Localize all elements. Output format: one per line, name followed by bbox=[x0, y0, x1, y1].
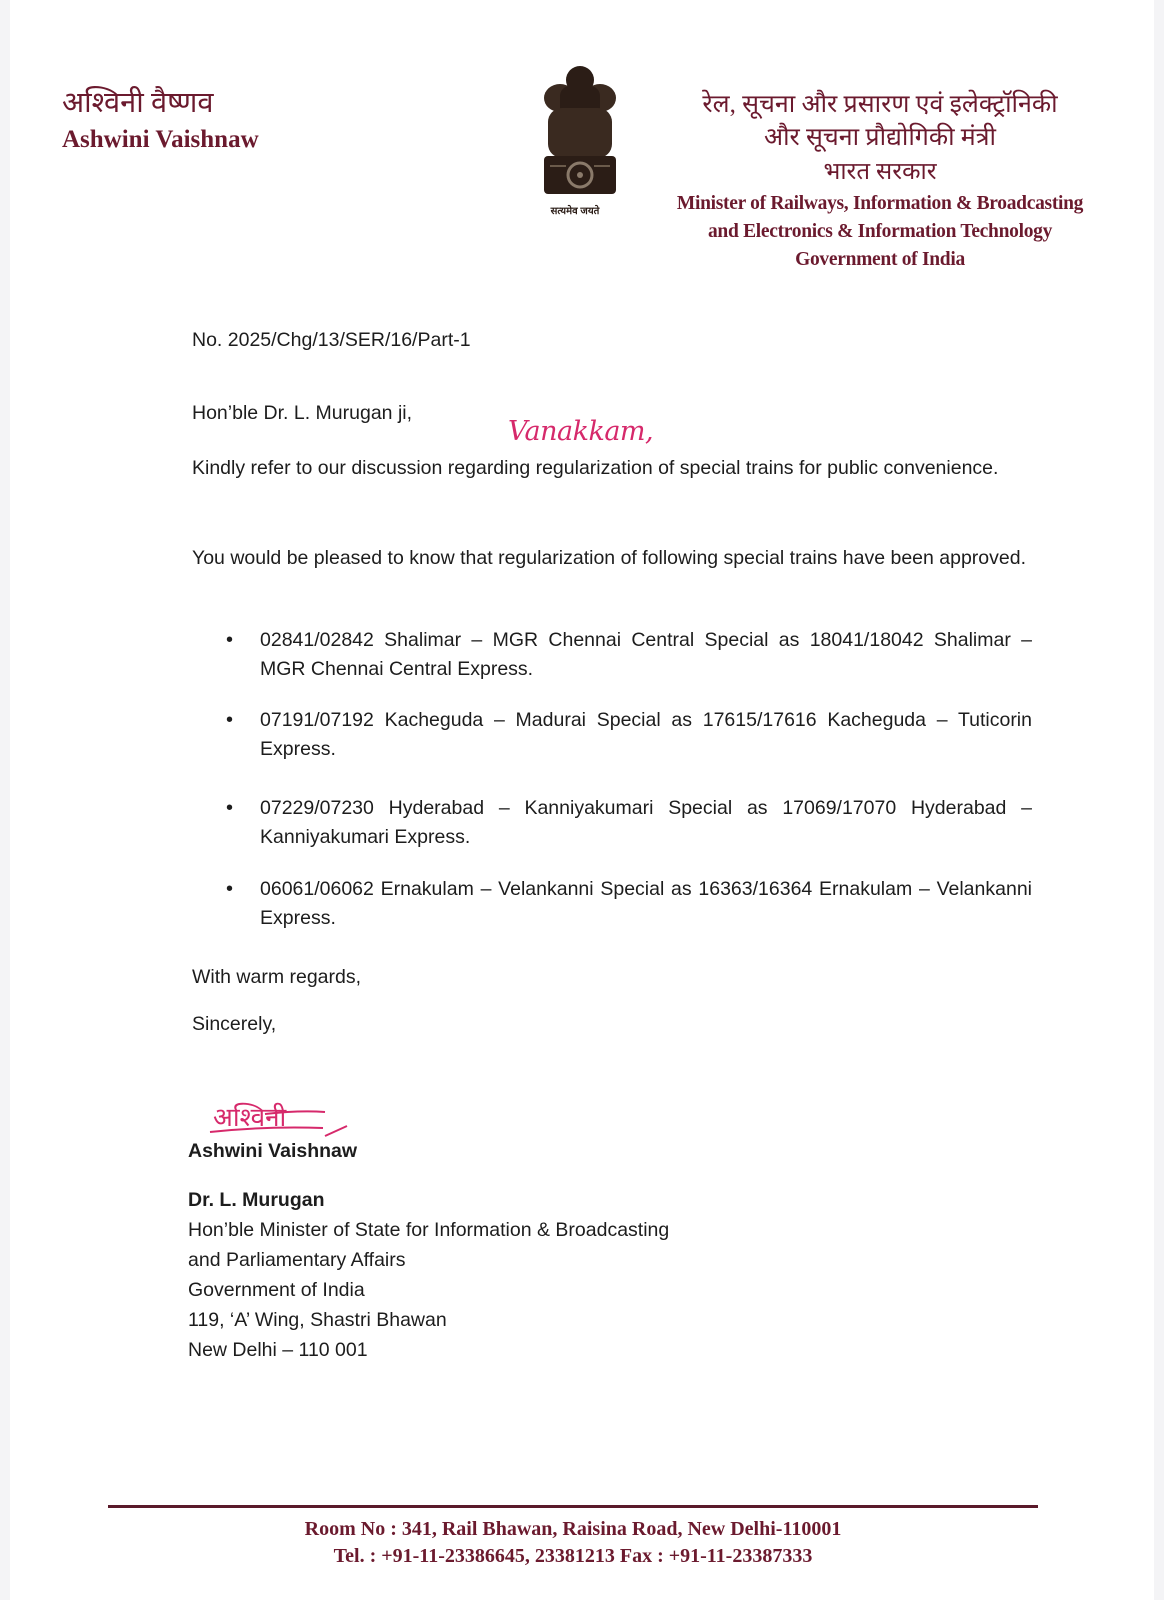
bullet-icon: • bbox=[226, 797, 234, 819]
reference-number: No. 2025/Chg/13/SER/16/Part-1 bbox=[192, 329, 471, 351]
letter-page bbox=[10, 0, 1154, 1600]
recipient-line: Hon’ble Minister of State for Information & Broadcasting bbox=[188, 1219, 670, 1241]
government-english: Government of India bbox=[795, 249, 965, 270]
bullet-icon: • bbox=[226, 629, 234, 651]
recipient-address bbox=[188, 1185, 669, 1365]
recipient-line: New Delhi – 110 001 bbox=[188, 1339, 368, 1361]
paragraph-discussion: Kindly refer to our discussion regarding regularization of special trains for public convenience. bbox=[192, 457, 999, 479]
emblem-motto: सत्यमेव जयते bbox=[550, 206, 600, 217]
title-hindi-line2: और सूचना प्रौद्योगिकी मंत्री bbox=[763, 124, 997, 151]
footer-divider bbox=[108, 1505, 1038, 1508]
title-english-line2: and Electronics & Information Technology bbox=[707, 221, 1053, 242]
bullet-icon: • bbox=[226, 878, 234, 900]
paragraph-approval: You would be pleased to know that regularization of following special trains have been approved. bbox=[192, 547, 1026, 569]
title-hindi-line1: रेल, सूचना और प्रसारण एवं इलेक्ट्रॉनिकी bbox=[702, 91, 1058, 118]
bullet-icon: • bbox=[226, 709, 234, 731]
handwritten-greeting: Vanakkam, bbox=[508, 416, 654, 447]
signature-text: अश्विनी bbox=[213, 1103, 287, 1133]
footer-phone: Tel. : +91-11-23386645, 23381213 Fax : +91-11-23387333 bbox=[333, 1545, 813, 1567]
train-list-item: • 02841/02842 Shalimar – MGR Chennai Central Special as 18041/18042 Shalimar – MGR Chennai Central Express. bbox=[192, 626, 1032, 684]
footer bbox=[108, 1516, 1038, 1570]
sender-name-hindi: अश्विनी वैष्णव bbox=[62, 87, 214, 119]
closing-sincerely: Sincerely, bbox=[192, 1013, 277, 1035]
recipient-line: 119, ‘A’ Wing, Shastri Bhawan bbox=[188, 1309, 447, 1331]
train-list-item: • 07229/07230 Hyderabad – Kanniyakumari Special as 17069/17070 Hyderabad – Kanniyakumari Express. bbox=[192, 794, 1032, 852]
signer-name: Ashwini Vaishnaw bbox=[188, 1140, 358, 1162]
title-english-line1: Minister of Railways, Information & Broadcasting bbox=[676, 193, 1084, 214]
sender-name-english: Ashwini Vaishnaw bbox=[62, 126, 259, 153]
recipient-line: Government of India bbox=[188, 1279, 365, 1301]
closing-regards: With warm regards, bbox=[192, 966, 362, 988]
recipient-line: and Parliamentary Affairs bbox=[188, 1249, 406, 1271]
government-hindi: भारत सरकार bbox=[823, 159, 937, 185]
recipient-name: Dr. L. Murugan bbox=[188, 1189, 325, 1211]
footer-address: Room No : 341, Rail Bhawan, Raisina Road, New Delhi-110001 bbox=[304, 1518, 842, 1540]
national-emblem-icon bbox=[530, 58, 630, 223]
minister-title-block bbox=[670, 88, 1090, 274]
train-list bbox=[192, 626, 1032, 933]
train-list-item: • 06061/06062 Ernakulam – Velankanni Special as 16363/16364 Ernakulam – Velankanni Express. bbox=[192, 875, 1032, 933]
salutation: Hon’ble Dr. L. Murugan ji, bbox=[192, 402, 413, 424]
train-list-item: • 07191/07192 Kacheguda – Madurai Special as 17615/17616 Kacheguda – Tuticorin Express. bbox=[192, 706, 1032, 764]
